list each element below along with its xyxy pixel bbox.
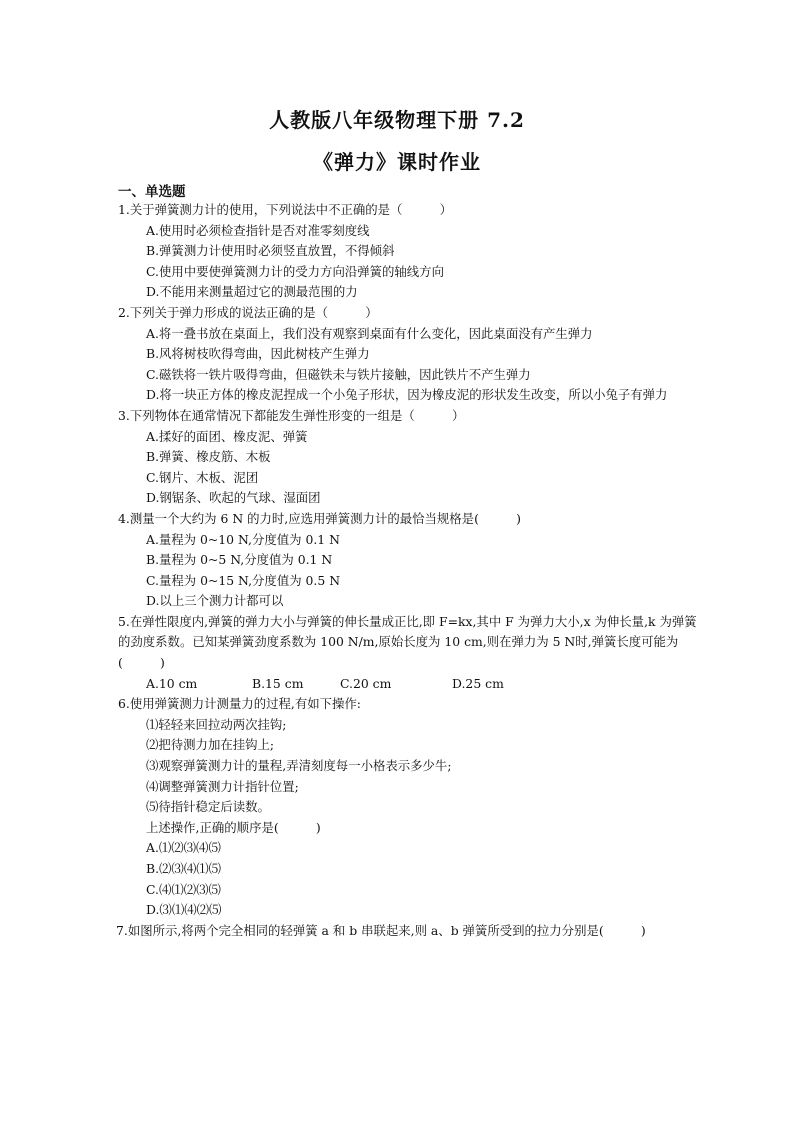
question-stem: 1.关于弹簧测力计的使用，下列说法中不正确的是（ ） xyxy=(118,202,452,217)
question-list xyxy=(118,200,708,941)
option-a: A.⑴⑵⑶⑷⑸ xyxy=(146,840,221,856)
option-d: D.将一块正方体的橡皮泥捏成一个小兔子形状，因为橡皮泥的形状发生改变，所以小兔子有弹力 xyxy=(146,387,668,403)
section-heading: 一、单选题 xyxy=(118,184,186,200)
question-stem: 6.使用弹簧测力计测量力的过程,有如下操作: xyxy=(118,696,361,712)
option-d: D.25 cm xyxy=(452,675,504,691)
option-d: D.以上三个测力计都可以 xyxy=(146,593,284,609)
option-a: A.将一叠书放在桌面上，我们没有观察到桌面有什么变化，因此桌面没有产生弹力 xyxy=(146,325,593,341)
document-subtitle: 《弹力》课时作业 xyxy=(313,150,481,174)
option-a: A.揉好的面团、橡皮泥、弹簧 xyxy=(146,428,308,444)
option-b: B.量程为 0~5 N,分度值为 0.1 N xyxy=(146,552,333,568)
option-b: B.风将树枝吹得弯曲，因此树枝产生弹力 xyxy=(146,346,370,362)
option-b: B.弹簧、橡皮筋、木板 xyxy=(146,449,271,465)
question-stem: 5.在弹性限度内,弹簧的弹力大小与弹簧的伸长量成正比,即 F=kx,其中 F 为弹力大小,x 为伸长量,k 为弹簧的劲度系数。已知某弹簧劲度系数为 100 N/m,原始长度为 10 cm,则在弹力为 5 N时,弹簧长度可能为( ) xyxy=(118,613,697,671)
step-item: ⑶观察弹簧测力计的量程,弄清刻度每一小格表示多少牛; xyxy=(146,758,452,774)
option-c: C.⑷⑴⑵⑶⑸ xyxy=(146,881,221,897)
step-item: ⑵把待测力加在挂钩上; xyxy=(146,737,275,753)
option-d: D.钢锯条、吹起的气球、湿面团 xyxy=(146,490,321,506)
option-c: C.使用中要使弹簧测力计的受力方向沿弹簧的轴线方向 xyxy=(146,263,444,279)
step-item: ⑷调整弹簧测力计指针位置; xyxy=(146,778,299,794)
option-row xyxy=(146,674,708,695)
option-d: D.不能用来测量超过它的测最范围的力 xyxy=(146,284,358,300)
option-b: B.15 cm xyxy=(252,675,304,691)
option-c: C.钢片、木板、泥团 xyxy=(146,469,259,485)
option-d: D.⑶⑴⑷⑵⑸ xyxy=(146,902,222,918)
option-c: C.20 cm xyxy=(340,675,392,691)
question-stem: 3.下列物体在通常情况下都能发生弹性形变的一组是（ ） xyxy=(118,407,465,423)
question-stem: 2.下列关于弹力形成的说法正确的是（ ） xyxy=(118,304,378,320)
option-a: A.10 cm xyxy=(146,675,198,691)
option-b: B.⑵⑶⑷⑴⑸ xyxy=(146,861,221,876)
step-item: ⑴轻轻来回拉动两次挂钩; xyxy=(146,716,287,732)
option-a: A.量程为 0~10 N,分度值为 0.1 N xyxy=(146,531,340,547)
option-c: C.磁铁将一铁片吸得弯曲，但磁铁未与铁片接触，因此铁片不产生弹力 xyxy=(146,366,531,382)
option-c: C.量程为 0~15 N,分度值为 0.5 N xyxy=(146,572,341,588)
question-stem: 4.测量一个大约为 6 N 的力时,应选用弹簧测力计的最恰当规格是( ) xyxy=(118,510,521,526)
question-prompt: 上述操作,正确的顺序是( ) xyxy=(146,819,321,835)
document-title: 人教版八年级物理下册 7.2 xyxy=(269,108,525,132)
question-stem: 7.如图所示,将两个完全相同的轻弹簧 a 和 b 串联起来,则 a、b 弹簧所受到的拉力分别是( ) xyxy=(116,922,646,938)
option-a: A.使用时必须检查指针是否对准零刻度线 xyxy=(146,222,370,238)
option-b: B.弹簧测力计使用时必须竖直放置，不得倾斜 xyxy=(146,243,395,259)
step-item: ⑸待指针稳定后读数。 xyxy=(146,799,270,815)
